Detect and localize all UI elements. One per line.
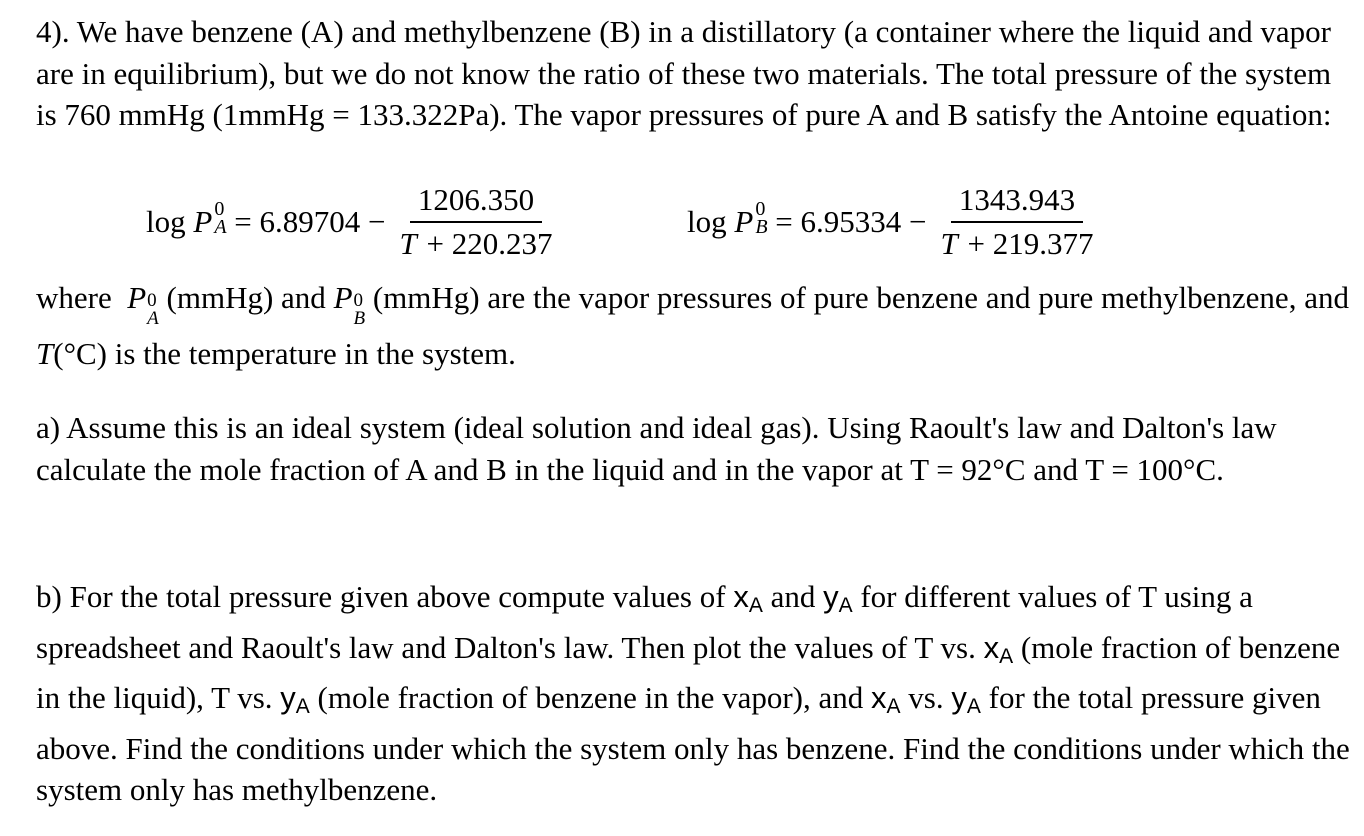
vs-word: vs. [908, 680, 944, 715]
numerator: 1343.943 [951, 183, 1083, 223]
subscript: A [999, 644, 1014, 668]
constant-term: = 6.95334 − [775, 204, 927, 239]
where-paragraph [36, 272, 1356, 379]
subscript: A [214, 216, 227, 238]
constant-term: = 6.89704 − [234, 204, 386, 239]
denominator [933, 223, 1102, 261]
subscript: A [838, 594, 853, 617]
part-b-text-2: for different values of T using a spreadsheet and Raoult's law and Dalton's law. Then plot the values of T vs. [36, 579, 1253, 665]
where-text-2: (mmHg) are the vapor pressures of pure benzene and pure methylbenzene, and [372, 280, 1349, 315]
y-symbol: y [280, 680, 296, 715]
denominator-rest: + 220.237 [426, 226, 553, 261]
x-symbol: x [733, 579, 749, 614]
where-text-1: (mmHg) and [166, 280, 326, 315]
superscript: 0 [147, 290, 157, 311]
subscript: B [353, 308, 366, 329]
and-word: and [770, 579, 816, 614]
temperature-var: T [36, 336, 54, 371]
x-symbol: x [871, 680, 887, 715]
where-text-3: (°C) is the temperature in the system. [53, 336, 516, 371]
pressure-var: P [734, 204, 754, 239]
antoine-equation-a [146, 174, 560, 270]
subscript: A [966, 695, 981, 718]
subscript: A [147, 308, 159, 329]
fraction [392, 183, 561, 261]
temperature-var: T [940, 226, 958, 261]
antoine-equation-b [687, 174, 1101, 270]
where-word: where [36, 280, 112, 315]
denominator [392, 223, 561, 261]
problem-intro: 4). We have benzene (A) and methylbenzene (B) in a distillatory (a container where the liquid and vapor are in equilibrium), but we do not know the ratio of these two materials. The total pressure of the system is 760 mmHg (1mmHg = 133.322Pa). The vapor pressures of pure A and B satisfy the Antoine equation: [36, 14, 1332, 132]
subscript: A [886, 695, 901, 718]
part-b [36, 576, 1356, 811]
pressure-var-a: P [127, 280, 147, 315]
part-b-text-3: (mole fraction of benzene in the liquid), T vs. [36, 629, 1341, 715]
pressure-var-b: P [333, 280, 353, 315]
y-symbol: y [823, 579, 839, 614]
x-symbol: x [983, 629, 1000, 665]
superscript: 0 [353, 290, 363, 311]
part-b-text-5: for the total pressure given above. Find the conditions under which the system only has benzene. Find the conditions under which the system only has methylbenzene. [36, 680, 1350, 807]
subscript: A [295, 695, 310, 718]
part-a: a) Assume this is an ideal system (ideal solution and ideal gas). Using Raoult's law and Dalton's law calculate the mole fraction of A and B in the liquid and in the vapor at T = 92°C and T = 100°C. [36, 410, 1277, 487]
fraction [933, 183, 1102, 261]
subscript: B [755, 216, 768, 238]
part-b-text-4: (mole fraction of benzene in the vapor), and [317, 680, 864, 715]
denominator-rest: + 219.377 [967, 226, 1094, 261]
superscript: 0 [755, 198, 766, 220]
log-label: log [146, 204, 186, 239]
y-symbol: y [951, 680, 967, 715]
numerator: 1206.350 [410, 183, 542, 223]
part-b-text-1: b) For the total pressure given above compute values of [36, 579, 726, 614]
temperature-var: T [399, 226, 417, 261]
pressure-var: P [193, 204, 213, 239]
log-label: log [687, 204, 727, 239]
superscript: 0 [214, 198, 225, 220]
subscript: A [748, 594, 763, 617]
